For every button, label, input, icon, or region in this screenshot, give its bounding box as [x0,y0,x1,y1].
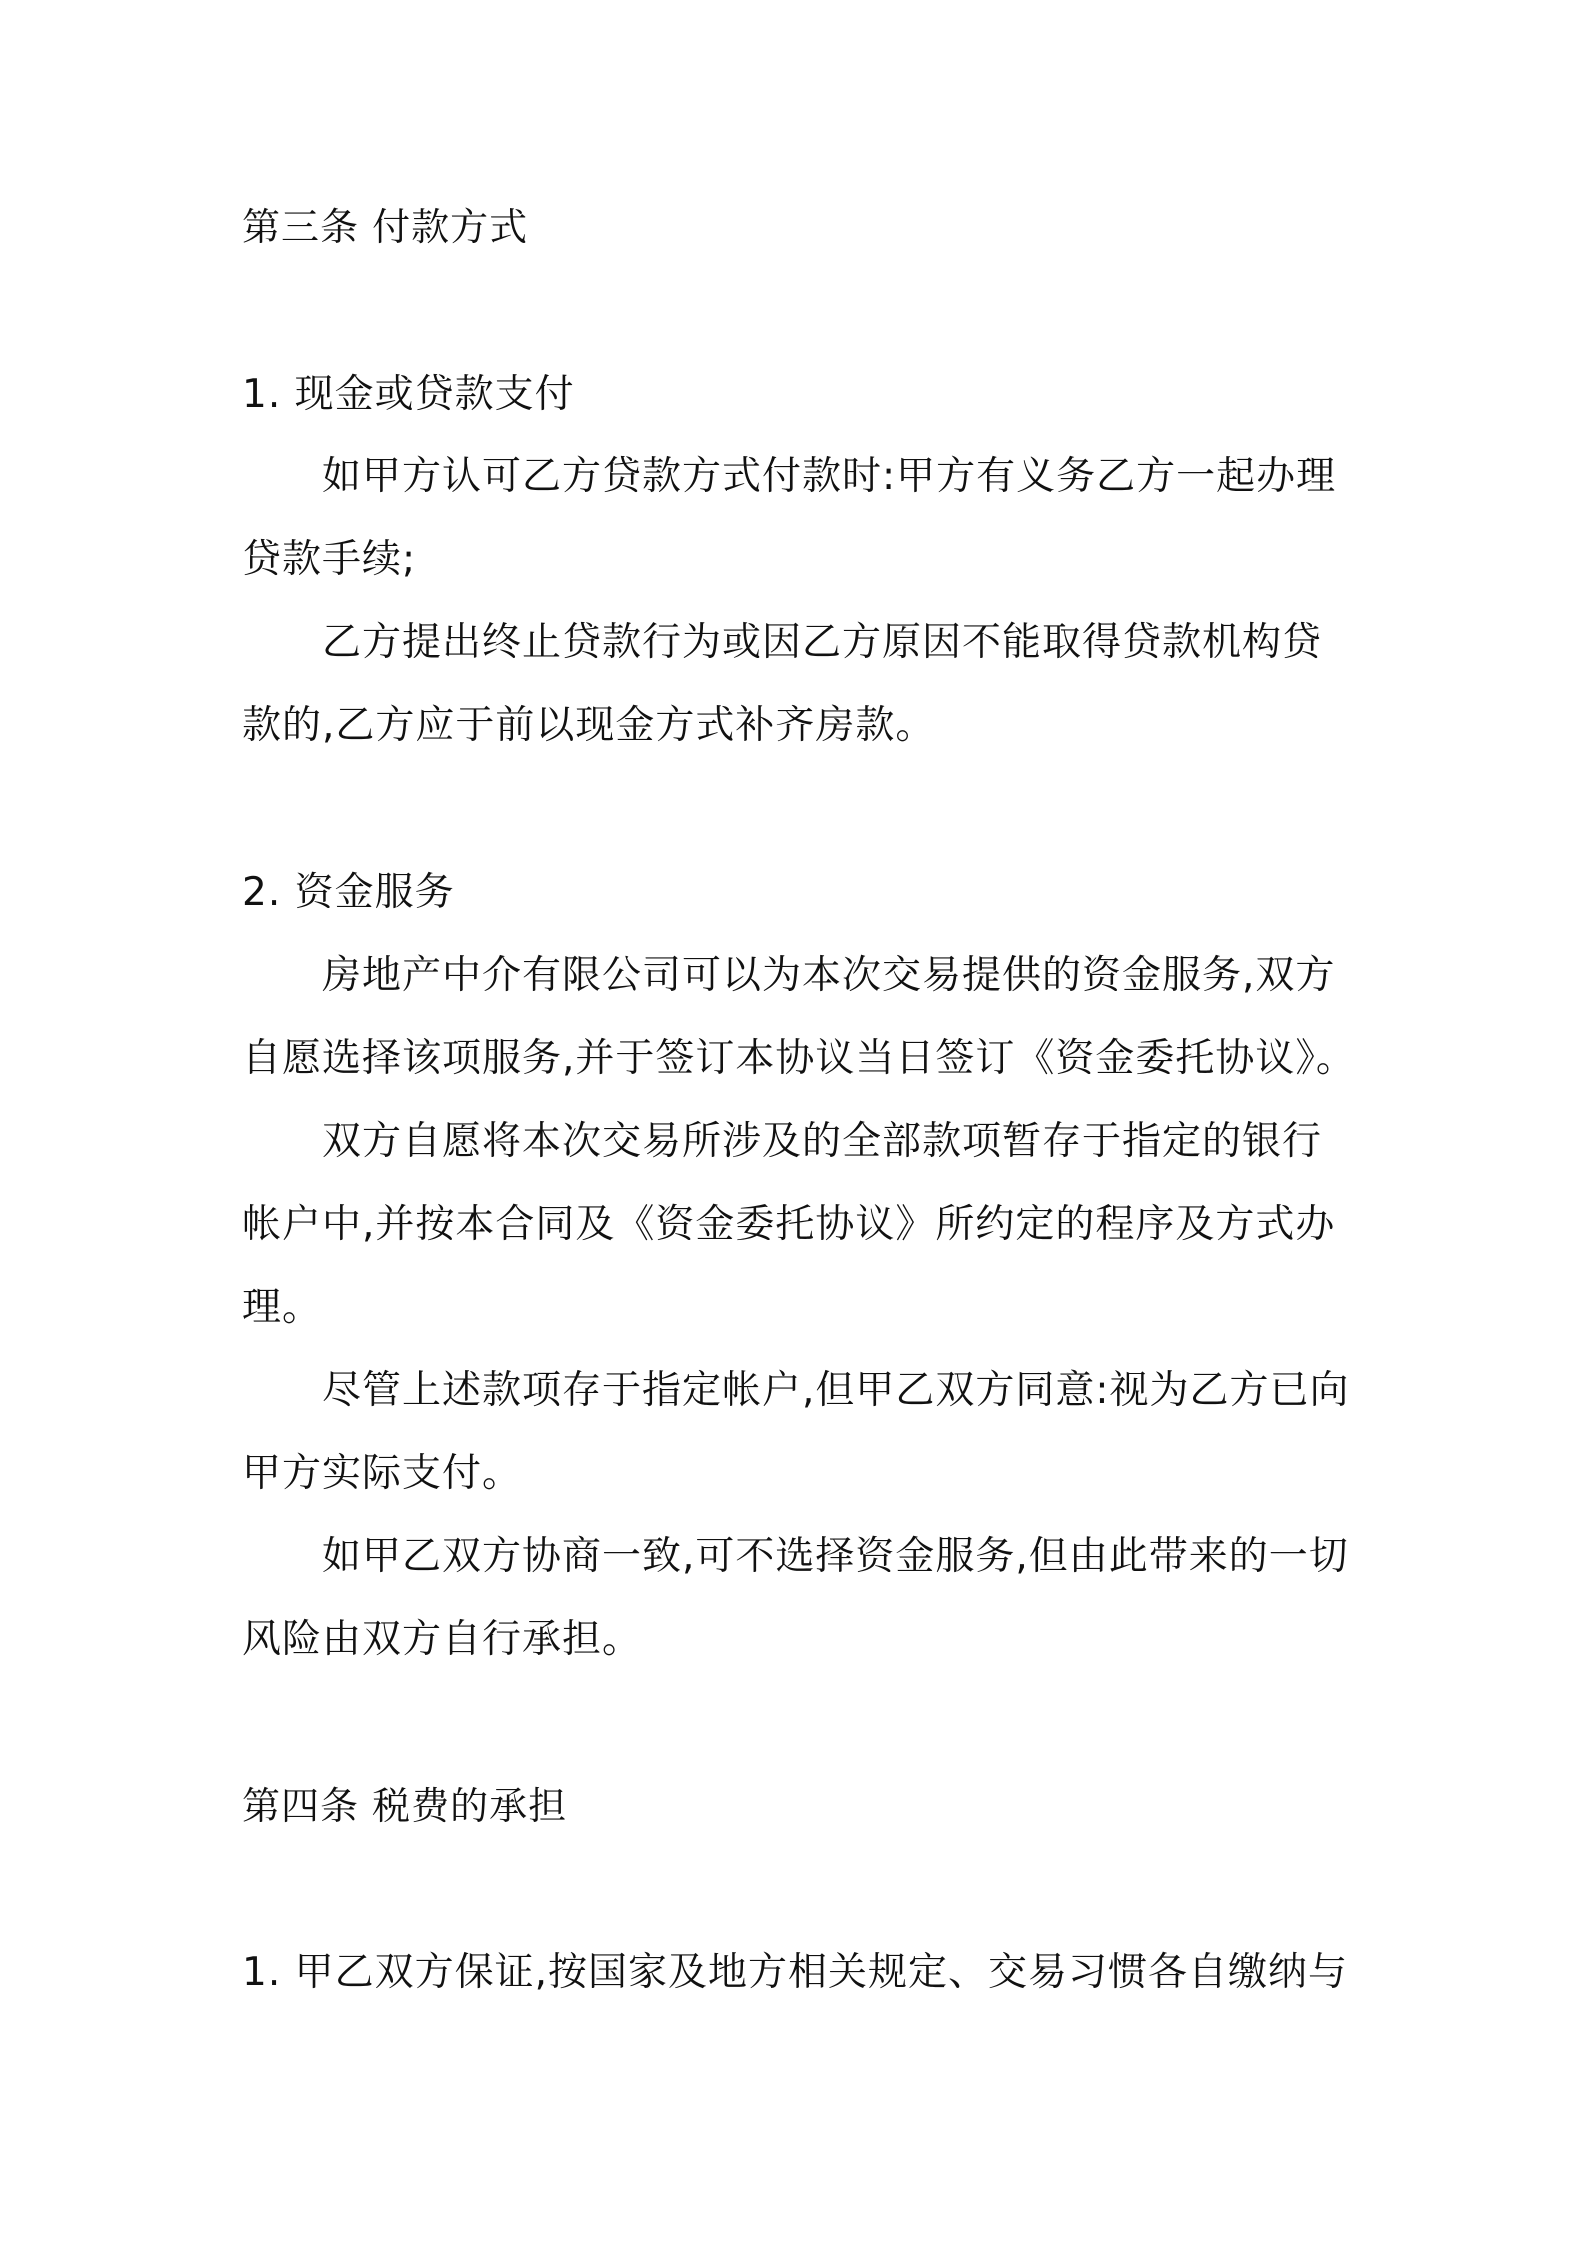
paragraph-line: 双方自愿将本次交易所涉及的全部款项暂存于指定的银行 [322,1119,1323,1164]
paragraph-line: 房地产中介有限公司可以为本次交易提供的资金服务,双方 [322,953,1336,998]
paragraph-line: 自愿选择该项服务,并于签订本协议当日签订《资金委托协议》。 [242,1036,1356,1081]
paragraph-line: 如甲方认可乙方贷款方式付款时:甲方有义务乙方一起办理 [322,454,1337,499]
paragraph-line: 贷款手续; [242,537,417,582]
article-4-title: 第四条 税费的承担 [242,1784,568,1828]
paragraph-line: 尽管上述款项存于指定帐户,但甲乙双方同意:视为乙方已向 [322,1368,1350,1413]
article-3-title: 第三条 付款方式 [242,205,529,249]
section-1-heading: 1. 现金或贷款支付 [242,372,575,417]
paragraph-line: 乙方提出终止贷款行为或因乙方原因不能取得贷款机构贷 [322,620,1323,665]
paragraph-line: 风险由双方自行承担。 [242,1617,643,1662]
paragraph-line: 如甲乙双方协商一致,可不选择资金服务,但由此带来的一切 [322,1534,1349,1579]
paragraph-line: 理。 [242,1285,323,1330]
section-1-heading: 1. 甲乙双方保证,按国家及地方相关规定、交易习惯各自缴纳与 [242,1950,1349,1995]
paragraph-line: 甲方实际支付。 [242,1451,523,1496]
paragraph-line: 款的,乙方应于前以现金方式补齐房款。 [242,703,936,748]
section-2-heading: 2. 资金服务 [242,870,455,915]
paragraph-line: 帐户中,并按本合同及《资金委托协议》所约定的程序及方式办 [242,1202,1336,1247]
